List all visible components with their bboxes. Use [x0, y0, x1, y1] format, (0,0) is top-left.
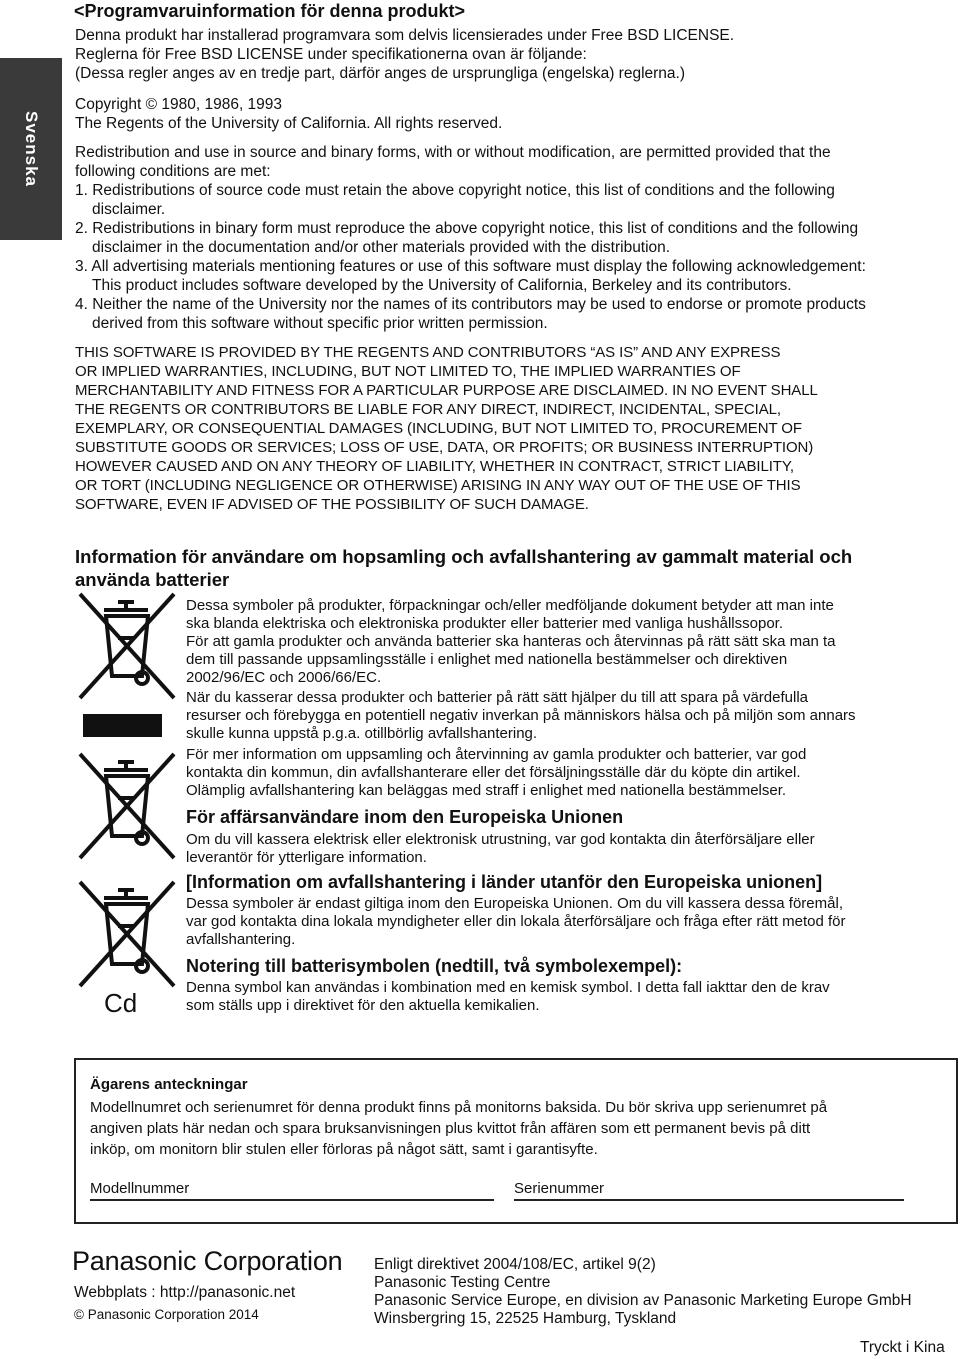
directive-line: Panasonic Testing Centre — [374, 1274, 551, 1291]
license-line: 2. Redistributions in binary form must reproduce the above copyright notice, this list of conditions and the following — [75, 220, 859, 237]
disclaimer-line: OR IMPLIED WARRANTIES, INCLUDING, BUT NOT LIMITED TO, THE IMPLIED WARRANTIES OF — [75, 363, 741, 380]
intro-line: (Dessa regler anges av en tredje part, därför anges de ursprungliga (engelska) reglerna.) — [75, 65, 686, 82]
disclaimer-line: SOFTWARE, EVEN IF ADVISED OF THE POSSIBILITY OF SUCH DAMAGE. — [75, 496, 589, 513]
software-heading: <Programvaruinformation för denna produkt> — [74, 1, 466, 21]
disposal-text: 2002/96/EC och 2006/66/EC. — [186, 669, 382, 686]
directive-line: Enligt direktivet 2004/108/EC, artikel 9(2) — [374, 1256, 656, 1273]
owner-notes-text: Modellnumret och serienumret för denna produkt finns på monitorns baksida. Du bör skriva upp serienumret på — [90, 1099, 828, 1116]
disposal-text: För mer information om uppsamling och återvinning av gamla produkter och batterier, var god — [186, 746, 807, 763]
disclaimer-line: THIS SOFTWARE IS PROVIDED BY THE REGENTS AND CONTRIBUTORS “AS IS” AND ANY EXPRESS — [75, 344, 781, 361]
disposal-text: Dessa symboler på produkter, förpackningar och/eller medföljande dokument betyder att man inte — [186, 597, 834, 614]
disposal-text: Dessa symboler är endast giltiga inom den Europeiska Unionen. Om du vill kassera dessa föremål, — [186, 895, 843, 912]
disposal-text: var god kontakta dina lokala myndigheter eller din lokala återförsäljare och fråga efter rätt metod för — [186, 913, 846, 930]
disclaimer-line: EXEMPLARY, OR CONSEQUENTIAL DAMAGES (INCLUDING, BUT NOT LIMITED TO, PROCUREMENT OF — [75, 420, 802, 437]
intro-line: Denna produkt har installerad programvara som delvis licensierades under Free BSD LICENSE. — [75, 27, 735, 44]
crossed-out-wheelie-bin-icon — [78, 752, 178, 862]
license-line: disclaimer. — [92, 201, 166, 218]
owner-notes-text: angiven plats här nedan och spara bruksanvisningen plus kvittot från affären som ett permanent bevis på ditt — [90, 1120, 811, 1137]
disposal-text: leverantör för ytterligare information. — [186, 849, 427, 866]
serial-number-field[interactable] — [514, 1199, 904, 1201]
disposal-text: ska blanda elektriska och elektroniska produkter eller batterier med vanliga hushållssopor. — [186, 615, 783, 632]
bin-underline-bar — [83, 714, 162, 737]
disposal-text: För att gamla produkter och använda batterier ska hanteras och återvinnas på rätt sätt ska man ta — [186, 633, 836, 650]
copyright-holder: The Regents of the University of California. All rights reserved. — [75, 115, 503, 132]
model-number-field[interactable] — [90, 1199, 494, 1201]
disposal-text: avfallshantering. — [186, 931, 296, 948]
language-tab-label: Svenska — [22, 111, 41, 187]
disposal-text: dem till passande uppsamlingsställe i enlighet med nationella bestämmelser och direktiven — [186, 651, 788, 668]
disposal-text: Denna symbol kan användas i kombination med en kemisk symbol. I detta fall iakttar den de krav — [186, 979, 830, 996]
disposal-title: använda batterier — [75, 569, 230, 590]
eu-business-heading: För affärsanvändare inom den Europeiska Unionen — [186, 807, 624, 827]
disclaimer-line: THE REGENTS OR CONTRIBUTORS BE LIABLE FOR ANY DIRECT, INDIRECT, INCIDENTAL, SPECIAL, — [75, 401, 781, 418]
disposal-text: kontakta din kommun, din avfallshanterare eller det försäljningsställe där du köpte din artikel. — [186, 764, 801, 781]
owner-notes-title: Ägarens anteckningar — [90, 1076, 248, 1093]
crossed-out-wheelie-bin-icon — [78, 592, 178, 702]
directive-line: Panasonic Service Europe, en division av Panasonic Marketing Europe GmbH — [374, 1292, 912, 1309]
disposal-text: skulle kunna uppstå p.g.a. otillbörlig avfallshantering. — [186, 725, 538, 742]
disclaimer-line: OR TORT (INCLUDING NEGLIGENCE OR OTHERWISE) ARISING IN ANY WAY OUT OF THE USE OF THIS — [75, 477, 801, 494]
disposal-text: Om du vill kassera elektrisk eller elektronisk utrustning, var god kontakta din återförsäljare eller — [186, 831, 815, 848]
disposal-text: som ställs upp i direktivet för den aktuella kemikalien. — [186, 997, 540, 1014]
battery-heading: Notering till batterisymbolen (nedtill, två symbolexempel): — [186, 956, 683, 976]
license-line: derived from this software without specific prior written permission. — [92, 315, 548, 332]
disposal-text: När du kasserar dessa produkter och batterier på rätt sätt hjälper du till att spara på värdefulla — [186, 689, 808, 706]
disposal-text: resurser och förebygga en potentiell negativ inverkan på människors hälsa och på miljön som annars — [186, 707, 856, 724]
disclaimer-line: HOWEVER CAUSED AND ON ANY THEORY OF LIABILITY, WHETHER IN CONTRACT, STRICT LIABILITY, — [75, 458, 794, 475]
footer-copyright: © Panasonic Corporation 2014 — [74, 1307, 259, 1322]
printed-in: Tryckt i Kina — [860, 1339, 945, 1356]
outside-eu-heading: [Information om avfallshantering i länder utanför den Europeiska unionen] — [186, 872, 823, 892]
license-line: Redistribution and use in source and binary forms, with or without modification, are permitted provided that the — [75, 144, 831, 161]
website: Webbplats : http://panasonic.net — [74, 1284, 296, 1301]
directive-line: Winsbergring 15, 22525 Hamburg, Tyskland — [374, 1310, 677, 1327]
license-line: disclaimer in the documentation and/or other materials provided with the distribution. — [92, 239, 671, 256]
license-line: 4. Neither the name of the University nor the names of its contributors may be used to endorse or promote products — [75, 296, 866, 313]
disclaimer-line: SUBSTITUTE GOODS OR SERVICES; LOSS OF USE, DATA, OR PROFITS; OR BUSINESS INTERRUPTION) — [75, 439, 814, 456]
license-line: This product includes software developed by the University of California, Berkeley and its contributors. — [92, 277, 792, 294]
serial-number-label: Serienummer — [514, 1180, 605, 1197]
crossed-out-wheelie-bin-icon — [78, 880, 178, 990]
license-line: 3. All advertising materials mentioning features or use of this software must display the following acknowledgement: — [75, 258, 866, 275]
intro-line: Reglerna för Free BSD LICENSE under specifikationerna ovan är följande: — [75, 46, 587, 63]
disposal-text: Olämplig avfallshantering kan beläggas med straff i enlighet med nationella bestämmelser. — [186, 782, 787, 799]
disposal-title: Information för användare om hopsamling och avfallshantering av gammalt material och — [75, 546, 853, 567]
chemical-symbol: Cd — [104, 988, 138, 1018]
license-line: 1. Redistributions of source code must retain the above copyright notice, this list of conditions and the following — [75, 182, 835, 199]
license-line: following conditions are met: — [75, 163, 271, 180]
copyright-years: Copyright © 1980, 1986, 1993 — [75, 96, 283, 113]
brand-logo: Panasonic Corporation — [72, 1246, 343, 1276]
owner-notes-text: inköp, om monitorn blir stulen eller förloras på något sätt, samt i garantisyfte. — [90, 1141, 598, 1158]
disclaimer-line: MERCHANTABILITY AND FITNESS FOR A PARTICULAR PURPOSE ARE DISCLAIMED. IN NO EVENT SHALL — [75, 382, 818, 399]
model-number-label: Modellnummer — [90, 1180, 190, 1197]
